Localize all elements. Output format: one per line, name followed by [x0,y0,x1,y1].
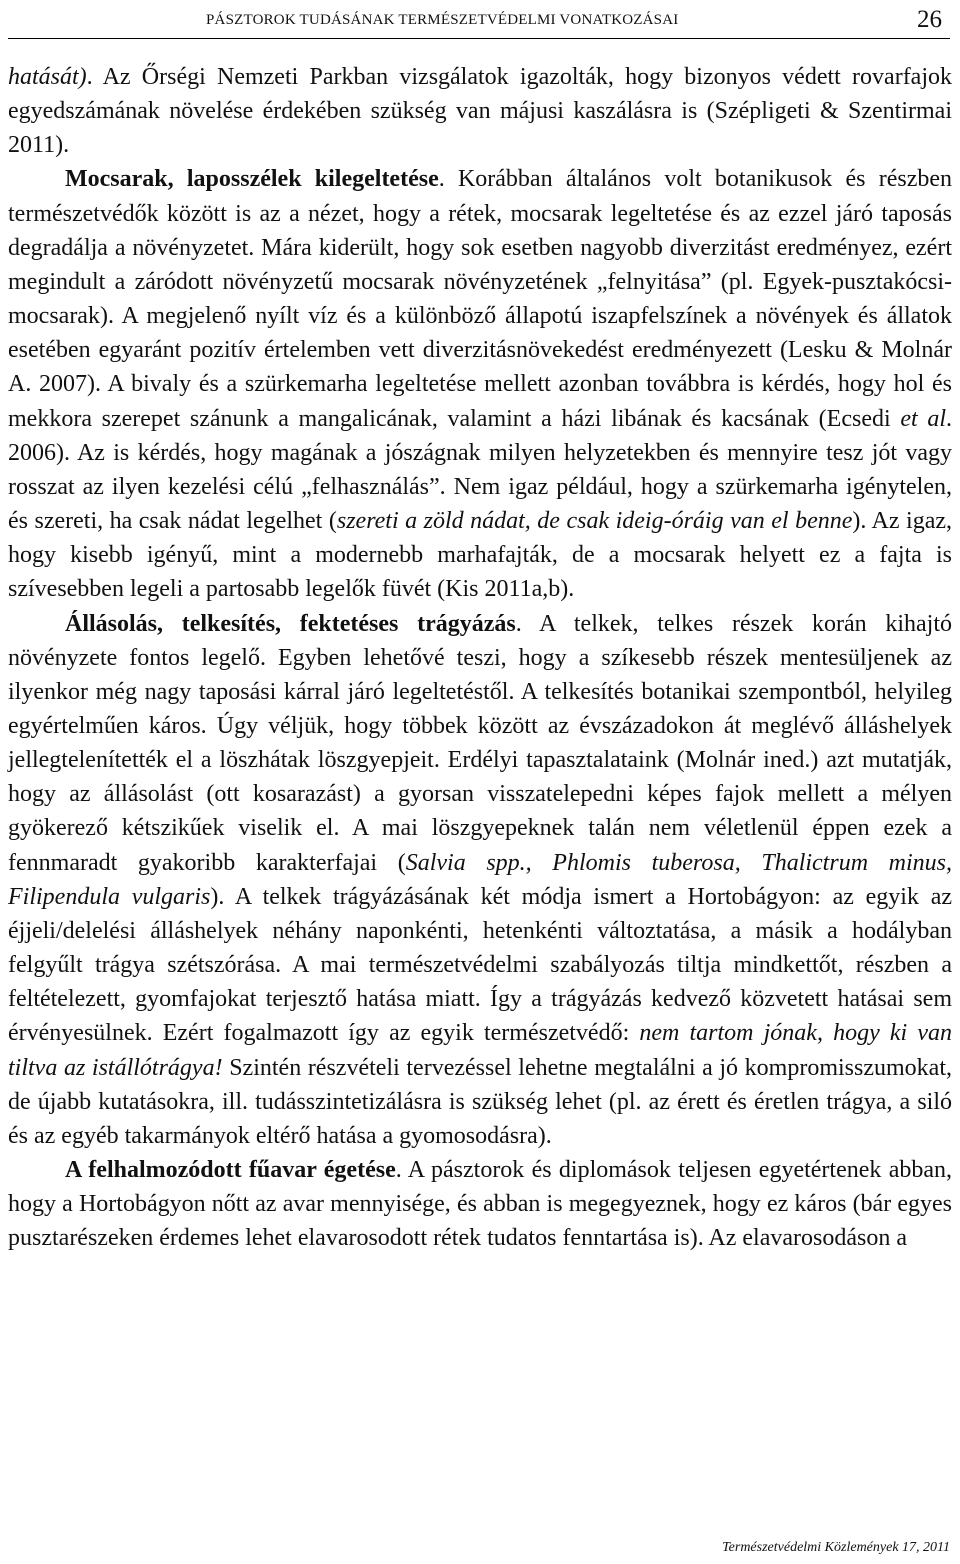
journal-footer: Természetvédelmi Közlemények 17, 2011 [722,1540,950,1555]
page-number: 26 [917,6,942,33]
running-header [8,6,950,39]
paragraph-2-et-al: et al [900,405,946,432]
section-heading-fuavar: A felhalmozódott fűavar égetése [65,1157,396,1183]
paragraph-3-text-3: Szintén részvételi tervezéssel lehetne megtalálni a jó kompromisszumokat, de újabb kutatásokra, ill. tudásszintetizálásra is szükség lehet (pl. az érett és éretlen trágya, a siló és az egyéb takarmányok eltérő hatása a gyomosodásra). [8,1054,952,1149]
paragraph-1-text: . Az Őrségi Nemzeti Parkban vizsgálatok igazolták, hogy bizonyos védett rovarfajok egyedszámának növelése érdekében szükség van májusi kaszálásra is (Szépligeti & Szentirmai 2011). [8,64,952,159]
paragraph-2-text-1: . Korábban általános volt botanikusok és részben természetvédők között is az a nézet, hogy a rétek, mocsarak legeltetése és az ezzel járó taposás degradálja a növényzetet. Mára kiderült, hogy sok esetben nagyobb diverzitást eredményez, ezért megindult a záródott növényzetű mocsarak növényzetének „felnyitása” (pl. Egyek-pusztakócsi-mocsarak). A megjelenő nyílt víz és a különböző állapotú iszapfelszínek a növények és állatok esetében egyaránt pozitív értelemben vett diverzitásnövekedést eredményezett (Lesku & Molnár A. 2007). A bivaly és a szürkemarha legeltetése mellett azonban továbbra is kérdés, hogy hol és mekkora szerepet szánunk a mangalicának, valamint a házi libának és kacsának (Ecsedi [8,166,952,432]
section-heading-allasolas: Állásolás, telkesítés, fektetéses trágyázás [65,610,516,637]
header-title: PÁSZTOROK TUDÁSÁNAK TERMÉSZETVÉDELMI VONATKOZÁSAI [206,12,679,28]
paragraph-2-quote: szereti a zöld nádat, de csak ideig-óráig van el benne [336,508,853,535]
paragraph-3-text-2: ). A telkek trágyázásának két módja ismert a Hortobágyon: az egyik az éjjeli/delelési álláshelyek néhány naponkénti, hetenkénti változtatása, a másik a hodályban felgyűlt trágya szétszórása. A mai természetvédelmi szabályozás tiltja mindkettőt, részben a feltételezett, gyomfajokat terjesztő hatása miatt. Így a trágyázás kedvező közvetett hatásai sem érvényesülnek. Ezért fogalmazott így az egyik természetvédő: [8,883,953,1047]
paragraph-4 [8,1153,952,1255]
section-heading-mocsarak: Mocsarak, laposszélek kilegeltetése [65,166,439,193]
paragraph-4-text-1: . A pásztorok és diplomások teljesen egyetértenek abban, hogy a Hortobágyon nőtt az avar mennyisége, és abban is megegyeznek, hogy ez káros (bár egyes pusztarészeken érdemes lehet elavarosodott rétek tudatos fenntartása is). Az elavarosodáson a [8,1157,953,1252]
paragraph-3-quote: nem tartom jónak, hogy ki van tiltva az istállótrágya! [8,1020,952,1081]
paragraph-2-text-2: . 2006). Az is kérdés, hogy magának a jószágnak milyen helyzetekben és mennyire tesz jót vagy rosszat az ilyen kezelési célú „felhasználás”. Nem igaz például, hogy a szürkemarha igénytelen, és szereti, ha csak nádat legelhet ( [8,405,952,535]
paragraph-3-species: Salvia spp., Phlomis tuberosa, Thalictrum minus, Filipendula vulgaris [8,849,952,910]
paragraph-1 [8,60,952,162]
paragraph-3 [8,607,952,1154]
paragraph-1-italic: hatását) [8,64,87,90]
paragraph-2-text-3: ). Az igaz, hogy kisebb igényű, mint a modernebb marhafajták, de a mocsarak helyett ez a fajta is szívesebben legeli a partosabb legelők füvét (Kis 2011a,b). [8,508,953,603]
paragraph-2 [8,162,952,606]
paragraph-3-text-1: . A telkek, telkes részek korán kihajtó növényzete fontos legelő. Egyben lehetővé teszi, hogy a szíkesebb részek mentesüljenek az ilyenkor még nagy taposási kárral járó legeltetéstől. A telkesítés botanikai szempontból, helyileg egyértelműen káros. Úgy véljük, hogy többek között az évszázadokon át meglévő álláshelyek jellegtelenítették el a löszhátak löszgyepjeit. Erdélyi tapasztalataink (Molnár ined.) azt mutatják, hogy az állásolást (ott kosarazást) a gyorsan visszatelepedni képes fajok mellett a mélyen gyökerező kétszikűek viselik el. A mai löszgyepeknek talán nem véletlenül éppen ezek a fennmaradt gyakoribb karakterfajai ( [8,610,952,876]
body-text [8,60,952,1255]
